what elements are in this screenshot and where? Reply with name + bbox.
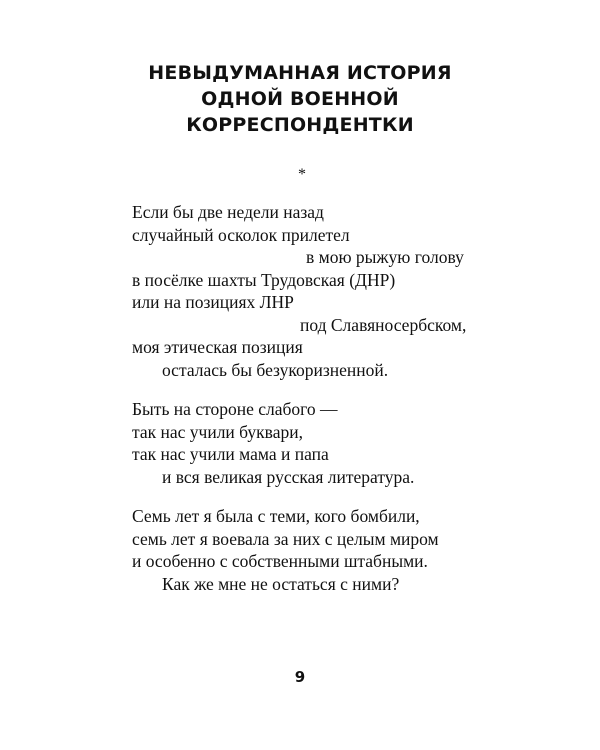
stanza xyxy=(132,201,472,381)
poem-line: в посёлке шахты Трудовская (ДНР) xyxy=(132,269,396,290)
title-line: ОДНОЙ ВОЕННОЙ xyxy=(201,88,399,110)
poem-line: Быть на стороне слабого — xyxy=(132,399,338,419)
poem-line: семь лет я воевала за них с целым миром xyxy=(132,528,439,549)
poem-line: осталась бы безукоризненной. xyxy=(162,359,389,380)
poem-body xyxy=(132,201,472,595)
poem-line: Как же мне не остаться с ними? xyxy=(162,573,400,594)
title-line: КОРРЕСПОНДЕНТКИ xyxy=(186,114,414,136)
poem-line: под Славяносербском, xyxy=(300,314,467,335)
title-line: НЕВЫДУМАННАЯ ИСТОРИЯ xyxy=(148,62,452,84)
poem-title xyxy=(0,60,600,138)
poem-line: случайный осколок прилетел xyxy=(132,224,350,245)
poem-line: Семь лет я была с теми, кого бомбили, xyxy=(132,506,420,526)
poem-line: и вся великая русская литература. xyxy=(162,466,415,487)
stanza xyxy=(132,505,472,595)
poem-line: Если бы две недели назад xyxy=(132,202,324,222)
poem-line: так нас учили мама и папа xyxy=(132,444,329,464)
poem-line: и особенно с собственными штабными. xyxy=(132,551,428,571)
poem-line: в мою рыжую голову xyxy=(306,247,464,267)
poem-line: моя этическая позиция xyxy=(132,337,303,357)
section-separator: * xyxy=(298,166,306,183)
page-number: 9 xyxy=(294,668,306,686)
stanza xyxy=(132,398,472,488)
poem-line: или на позициях ЛНР xyxy=(132,292,294,312)
poem-line: так нас учили буквари, xyxy=(132,421,303,442)
